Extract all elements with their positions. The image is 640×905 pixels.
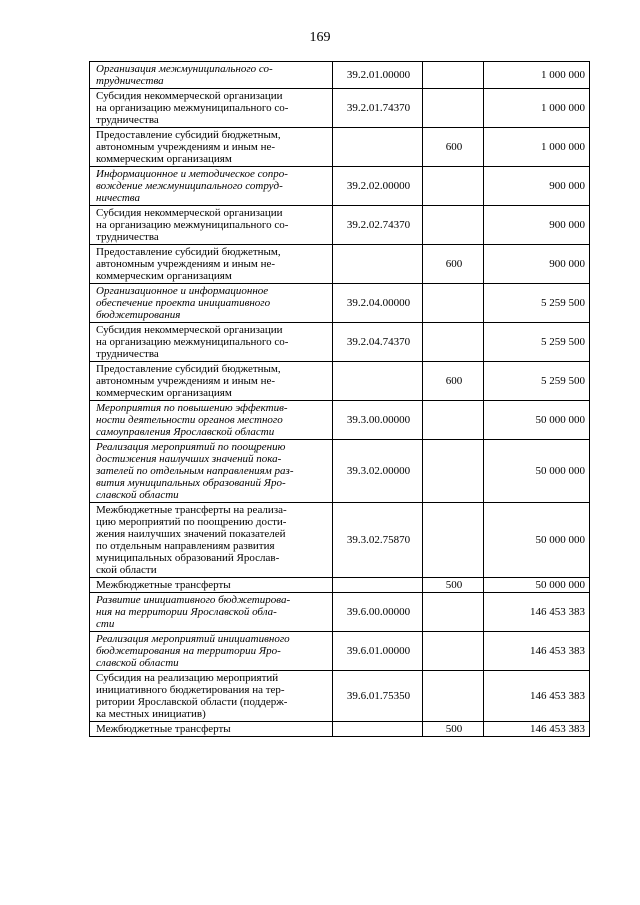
item-name-cell: [90, 167, 333, 206]
item-name-line: Субсидия на реализацию мероприятий: [96, 672, 279, 684]
item-name-line: Межбюджетные трансферты: [96, 579, 231, 591]
code-cell: 39.2.02.00000: [333, 167, 423, 206]
item-name-line: автономным учреждениям и иным не-: [96, 375, 276, 387]
item-name-line: трудничества: [96, 348, 159, 360]
expense-type-cell: [423, 401, 484, 440]
item-name-cell: [90, 440, 333, 503]
expense-type-cell: 600: [423, 362, 484, 401]
item-name-line: по отдельным направлениям развития: [96, 540, 275, 552]
item-name-line: Мероприятия по повышению эффектив-: [96, 402, 288, 414]
expense-row: [90, 245, 590, 284]
item-name-cell: [90, 206, 333, 245]
code-cell: 39.2.02.74370: [333, 206, 423, 245]
sum-cell: 146 453 383: [484, 632, 590, 671]
code-cell: [333, 722, 423, 737]
budget-table-body: [90, 62, 590, 737]
item-name-cell: [90, 245, 333, 284]
item-name-line: жения наилучших значений показателей: [96, 528, 286, 540]
item-name-line: сти: [96, 618, 115, 630]
expense-type-cell: [423, 593, 484, 632]
item-name-line: Реализация мероприятий по поощрению: [96, 441, 286, 453]
sum-cell: 900 000: [484, 245, 590, 284]
item-name-line: ской области: [96, 564, 157, 576]
item-name-line: Межбюджетные трансферты на реализа-: [96, 504, 287, 516]
item-name-line: Реализация мероприятий инициативного: [96, 633, 290, 645]
item-name-line: Субсидия некоммерческой организации: [96, 90, 283, 102]
sum-cell: 1 000 000: [484, 89, 590, 128]
sum-cell: 1 000 000: [484, 128, 590, 167]
item-name-line: автономным учреждениям и иным не-: [96, 258, 276, 270]
sum-cell: 900 000: [484, 167, 590, 206]
item-name-line: трудничества: [96, 114, 159, 126]
expense-type-cell: [423, 671, 484, 722]
program-row: [90, 284, 590, 323]
program-row: [90, 167, 590, 206]
item-name-cell: [90, 284, 333, 323]
expense-row: [90, 128, 590, 167]
expense-type-cell: [423, 440, 484, 503]
item-name-cell: [90, 578, 333, 593]
item-name-cell: [90, 671, 333, 722]
item-name-line: на организацию межмуниципального со-: [96, 102, 289, 114]
item-name-cell: [90, 401, 333, 440]
item-name-line: ритории Ярославской области (поддерж-: [96, 696, 288, 708]
item-name-line: Предоставление субсидий бюджетным,: [96, 363, 281, 375]
expense-row: [90, 323, 590, 362]
item-name-line: вития муниципальных образований Яро-: [96, 477, 286, 489]
sum-cell: 146 453 383: [484, 593, 590, 632]
item-name-line: Информационное и методическое сопро-: [96, 168, 288, 180]
code-cell: 39.3.02.75870: [333, 503, 423, 578]
item-name-cell: [90, 323, 333, 362]
expense-type-cell: [423, 503, 484, 578]
item-name-line: Межбюджетные трансферты: [96, 723, 231, 735]
sum-cell: 50 000 000: [484, 578, 590, 593]
item-name-line: вождение межмуниципального сотруд-: [96, 180, 283, 192]
item-name-cell: [90, 722, 333, 737]
code-cell: 39.3.02.00000: [333, 440, 423, 503]
item-name-cell: [90, 632, 333, 671]
sum-cell: 5 259 500: [484, 362, 590, 401]
code-cell: 39.2.04.74370: [333, 323, 423, 362]
item-name-line: инициативного бюджетирования на тер-: [96, 684, 285, 696]
sum-cell: 900 000: [484, 206, 590, 245]
code-cell: 39.6.00.00000: [333, 593, 423, 632]
item-name-line: достижения наилучших значений пока-: [96, 453, 282, 465]
program-row: [90, 401, 590, 440]
item-name-line: на организацию межмуниципального со-: [96, 219, 289, 231]
program-row: [90, 440, 590, 503]
item-name-line: Субсидия некоммерческой организации: [96, 207, 283, 219]
item-name-line: Развитие инициативного бюджетирова-: [96, 594, 291, 606]
item-name-line: цию мероприятий по поощрению дости-: [96, 516, 287, 528]
item-name-cell: [90, 128, 333, 167]
item-name-line: Организация межмуниципального со-: [96, 63, 273, 75]
item-name-line: Организационное и информационное: [96, 285, 269, 297]
sum-cell: 5 259 500: [484, 284, 590, 323]
item-name-line: зателей по отдельным направлениям раз-: [96, 465, 294, 477]
item-name-line: обеспечение проекта инициативного: [96, 297, 271, 309]
expense-row: [90, 722, 590, 737]
item-name-line: ности деятельности органов местного: [96, 414, 283, 426]
code-cell: 39.2.01.74370: [333, 89, 423, 128]
expense-row: [90, 362, 590, 401]
item-name-cell: [90, 89, 333, 128]
item-name-line: славской области: [96, 657, 179, 669]
sum-cell: 5 259 500: [484, 323, 590, 362]
sum-cell: 146 453 383: [484, 671, 590, 722]
item-name-line: бюджетирования на территории Яро-: [96, 645, 281, 657]
program-row: [90, 632, 590, 671]
expense-type-cell: [423, 323, 484, 362]
code-cell: 39.2.04.00000: [333, 284, 423, 323]
item-name-cell: [90, 503, 333, 578]
program-row: [90, 62, 590, 89]
expense-type-cell: [423, 632, 484, 671]
item-name-line: коммерческим организациям: [96, 387, 232, 399]
item-name-line: ка местных инициатив): [96, 708, 206, 720]
page-number: 169: [309, 30, 331, 45]
code-cell: 39.6.01.00000: [333, 632, 423, 671]
item-name-line: муниципальных образований Ярослав-: [96, 552, 280, 564]
item-name-cell: [90, 62, 333, 89]
expense-row: [90, 671, 590, 722]
code-cell: [333, 245, 423, 284]
code-cell: [333, 128, 423, 167]
item-name-line: бюджетирования: [96, 309, 181, 321]
item-name-line: коммерческим организациям: [96, 270, 232, 282]
sum-cell: 50 000 000: [484, 503, 590, 578]
sum-cell: 50 000 000: [484, 440, 590, 503]
expense-row: [90, 503, 590, 578]
item-name-cell: [90, 362, 333, 401]
expense-type-cell: 600: [423, 128, 484, 167]
item-name-line: Предоставление субсидий бюджетным,: [96, 246, 281, 258]
item-name-line: трудничества: [96, 231, 159, 243]
expense-type-cell: 500: [423, 578, 484, 593]
expense-type-cell: [423, 62, 484, 89]
code-cell: 39.6.01.75350: [333, 671, 423, 722]
expense-type-cell: [423, 167, 484, 206]
budget-table: [89, 61, 590, 737]
item-name-line: ничества: [96, 192, 140, 204]
program-row: [90, 593, 590, 632]
item-name-line: славской области: [96, 489, 179, 501]
code-cell: [333, 578, 423, 593]
item-name-line: коммерческим организациям: [96, 153, 232, 165]
expense-type-cell: [423, 284, 484, 323]
sum-cell: 146 453 383: [484, 722, 590, 737]
item-name-line: самоуправления Ярославской области: [96, 426, 275, 438]
expense-row: [90, 578, 590, 593]
item-name-line: на организацию межмуниципального со-: [96, 336, 289, 348]
item-name-line: Предоставление субсидий бюджетным,: [96, 129, 281, 141]
sum-cell: 50 000 000: [484, 401, 590, 440]
expense-row: [90, 89, 590, 128]
item-name-line: Субсидия некоммерческой организации: [96, 324, 283, 336]
item-name-line: трудничества: [96, 75, 164, 87]
item-name-line: ния на территории Ярославской обла-: [96, 606, 277, 618]
item-name-line: автономным учреждениям и иным не-: [96, 141, 276, 153]
code-cell: 39.3.00.00000: [333, 401, 423, 440]
expense-type-cell: 500: [423, 722, 484, 737]
expense-type-cell: 600: [423, 245, 484, 284]
item-name-cell: [90, 593, 333, 632]
code-cell: [333, 362, 423, 401]
expense-row: [90, 206, 590, 245]
expense-type-cell: [423, 206, 484, 245]
sum-cell: 1 000 000: [484, 62, 590, 89]
expense-type-cell: [423, 89, 484, 128]
code-cell: 39.2.01.00000: [333, 62, 423, 89]
